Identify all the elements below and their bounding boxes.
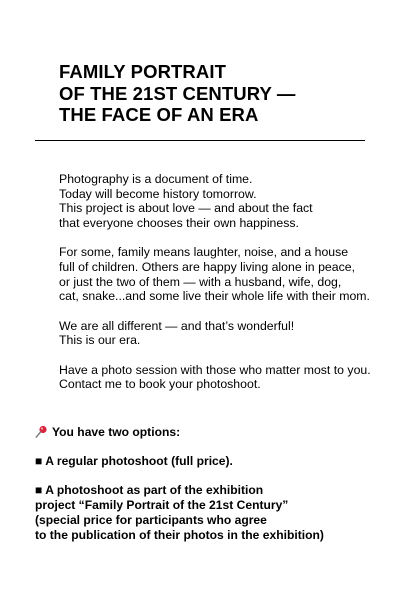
- text-line: We are all different — and that’s wonderful!: [59, 318, 295, 333]
- text-line: full of children. Others are happy living alone in peace,: [59, 260, 355, 275]
- option-regular: [35, 454, 375, 469]
- pushpin-icon: [35, 425, 48, 438]
- options-heading: [35, 425, 375, 440]
- option-line: to the publication of their photos in the exhibition): [35, 527, 324, 542]
- paragraph-family: [59, 245, 379, 304]
- page-title: [59, 61, 379, 126]
- title-line-3: THE FACE OF AN ERA: [59, 104, 259, 125]
- paragraph-intro: [59, 172, 379, 231]
- text-line: For some, family means laughter, noise, and a house: [59, 245, 349, 260]
- title-line-1: FAMILY PORTRAIT: [59, 61, 226, 82]
- options-heading-text: You have two options:: [52, 425, 181, 439]
- text-line: Photography is a document of time.: [59, 172, 253, 186]
- option-line: project “Family Portrait of the 21st Century”: [35, 498, 289, 513]
- text-line: Have a photo session with those who matter most to you.: [59, 362, 371, 377]
- paragraph-different: [59, 319, 379, 348]
- text-line: that everyone chooses their own happiness.: [59, 216, 299, 231]
- text-line: cat, snake...and some live their whole life with their mom.: [59, 289, 370, 304]
- option-line: (special price for participants who agree: [35, 512, 267, 527]
- option-exhibition: [35, 483, 375, 542]
- option-line: ■ A regular photoshoot (full price).: [35, 454, 233, 469]
- text-line: This is our era.: [59, 333, 141, 348]
- text-line: Contact me to book your photoshoot.: [59, 377, 261, 392]
- paragraph-contact: [59, 363, 379, 392]
- text-line: Today will become history tomorrow.: [59, 186, 257, 201]
- title-divider: [35, 140, 365, 141]
- text-line: This project is about love — and about the fact: [59, 201, 313, 216]
- text-line: or just the two of them — with a husband, wife, dog,: [59, 274, 342, 289]
- option-line: ■ A photoshoot as part of the exhibition: [35, 483, 264, 498]
- options-section: [35, 425, 375, 557]
- project-description: [59, 172, 379, 406]
- title-line-2: OF THE 21ST CENTURY —: [59, 82, 296, 104]
